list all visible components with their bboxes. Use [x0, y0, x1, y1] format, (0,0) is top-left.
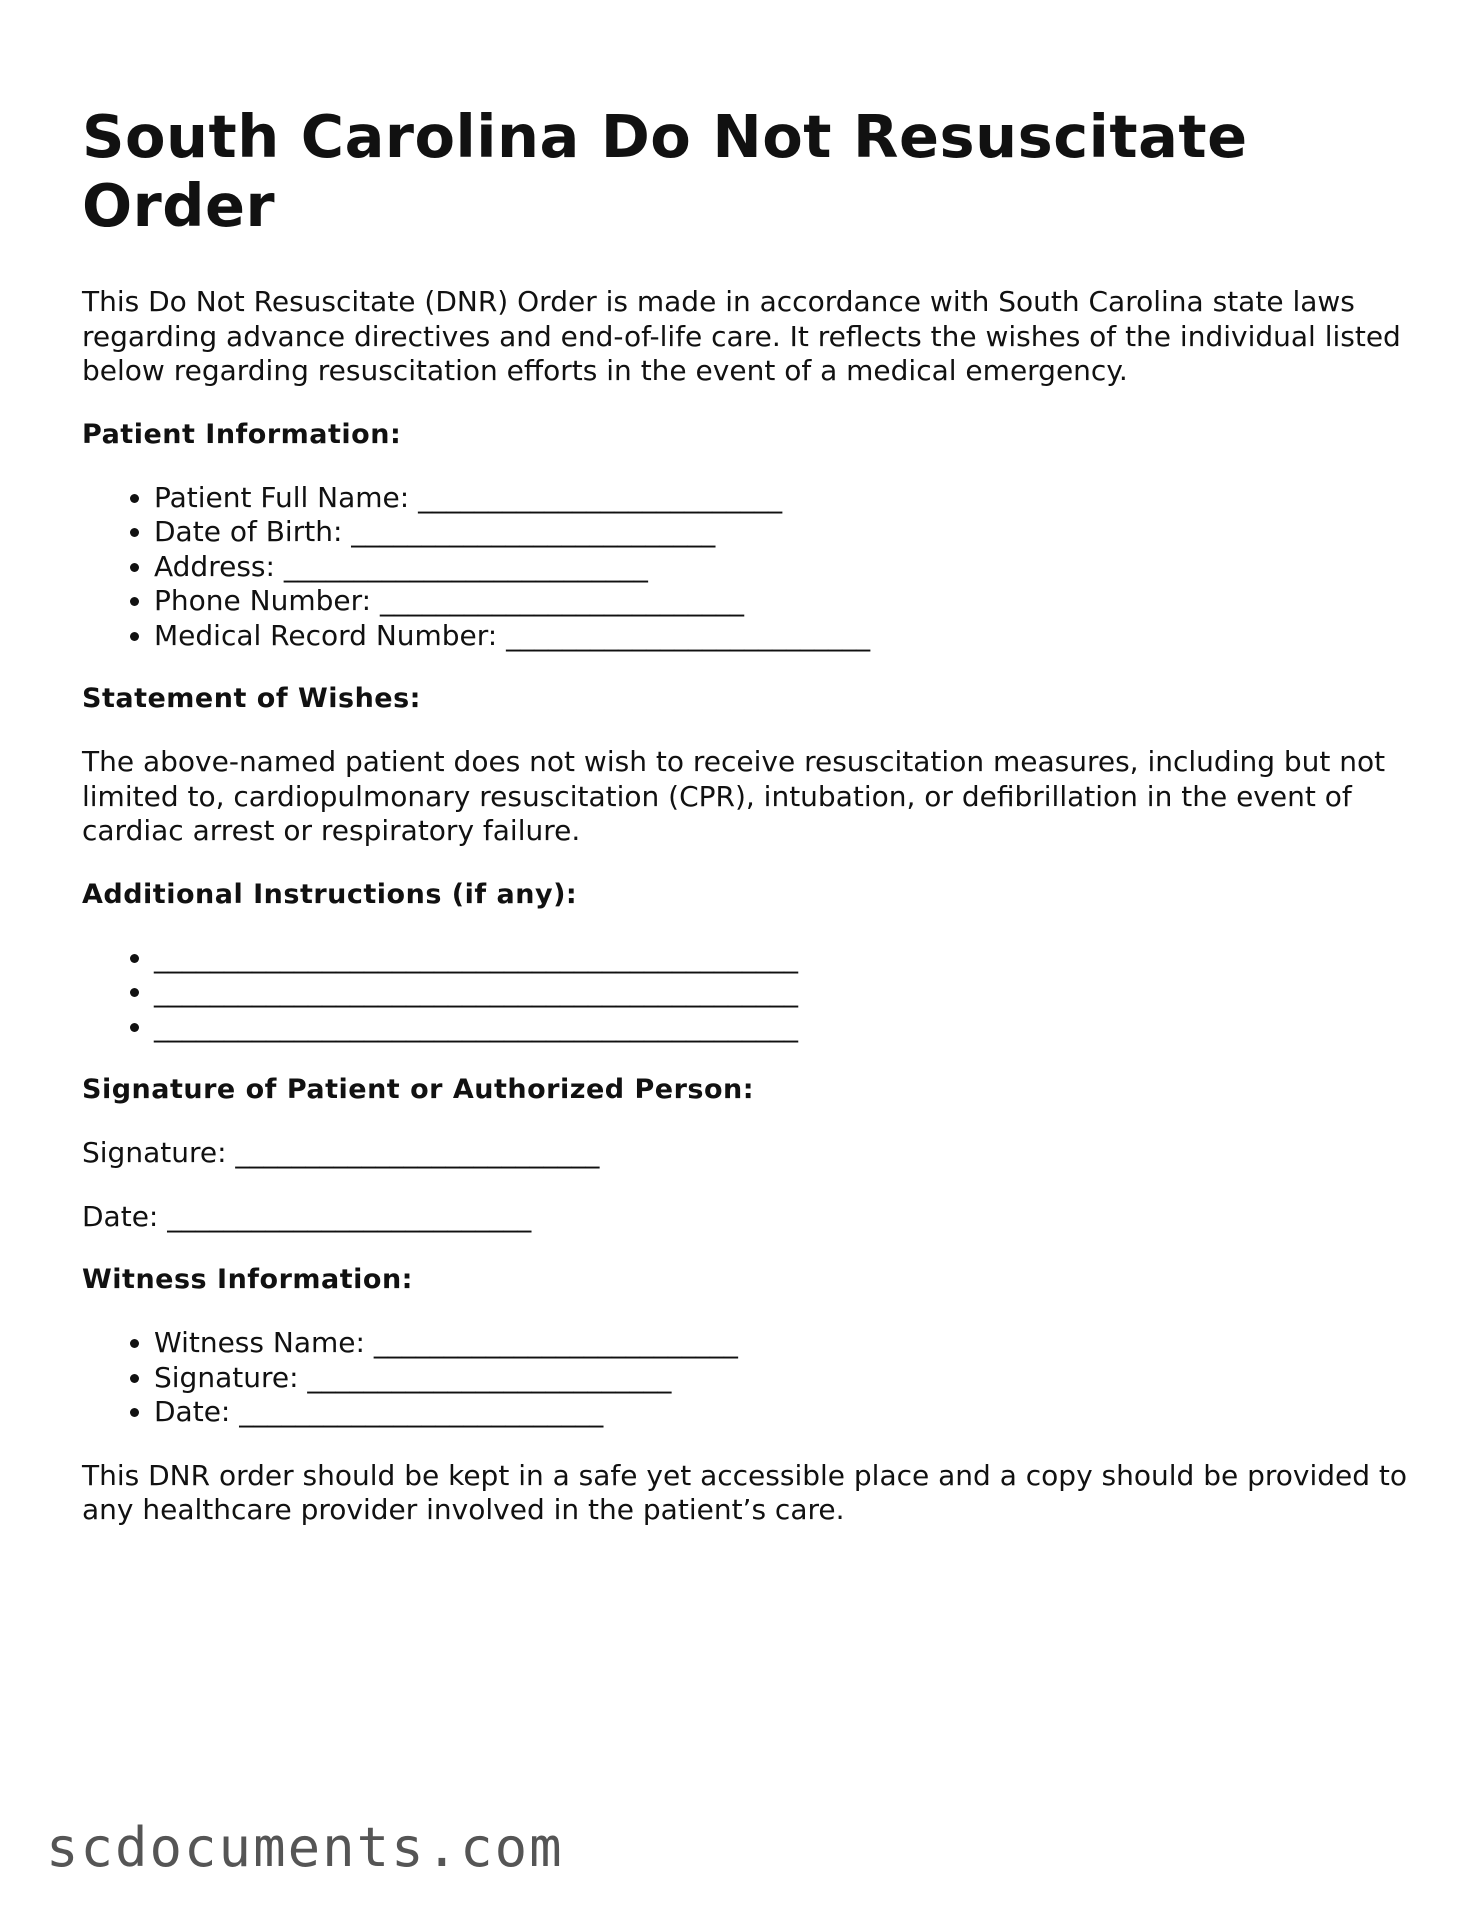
closing-paragraph: This DNR order should be kept in a safe yet accessible place and a copy should be provided to any healthcare provider involved in the patient’s care. [82, 1458, 1408, 1526]
additional-instructions-heading: Additional Instructions (if any): [82, 878, 578, 910]
document-page [82, 102, 1412, 1557]
witness-info-list [82, 1326, 1412, 1430]
additional-instruction-line-1[interactable]: • ______________________________________________ [154, 941, 1412, 976]
witness-signature-field[interactable]: • Signature: __________________________ [154, 1361, 1412, 1396]
patient-info-list [82, 481, 1412, 654]
patient-date-field[interactable]: Date: __________________________ [82, 1199, 532, 1233]
page-title: South Carolina Do Not Resuscitate Order [82, 102, 1248, 240]
medical-record-number-field[interactable]: • Medical Record Number: __________________________ [154, 619, 1412, 654]
address-field[interactable]: • Address: __________________________ [154, 550, 1412, 585]
additional-instruction-line-2[interactable]: • ______________________________________________ [154, 975, 1412, 1010]
intro-paragraph: This Do Not Resuscitate (DNR) Order is made in accordance with South Carolina state laws regarding advance directives and end-of-life care. It reflects the wishes of the individual listed below regarding resuscitation efforts in the event of a medical emergency. [82, 285, 1401, 387]
patient-full-name-field[interactable]: • Patient Full Name: __________________________ [154, 481, 1412, 516]
additional-instructions-list [82, 941, 1412, 1045]
wishes-paragraph: The above-named patient does not wish to receive resuscitation measures, including but not limited to, cardiopulmonary resuscitation (CPR), intubation, or defibrillation in the event of cardiac arrest or respiratory failure. [82, 745, 1386, 847]
additional-instruction-line-3[interactable]: • ______________________________________________ [154, 1010, 1412, 1045]
phone-number-field[interactable]: • Phone Number: __________________________ [154, 584, 1412, 619]
date-of-birth-field[interactable]: • Date of Birth: __________________________ [154, 515, 1412, 550]
patient-info-heading: Patient Information: [82, 418, 402, 450]
signature-heading: Signature of Patient or Authorized Person: [82, 1074, 755, 1105]
wishes-heading: Statement of Wishes: [82, 683, 421, 714]
witness-date-field[interactable]: • Date: __________________________ [154, 1395, 1412, 1430]
witness-name-field[interactable]: • Witness Name: __________________________ [154, 1326, 1412, 1361]
watermark: scdocuments.com [46, 1816, 564, 1879]
witness-heading: Witness Information: [82, 1264, 413, 1295]
patient-signature-field[interactable]: Signature: __________________________ [82, 1136, 600, 1169]
